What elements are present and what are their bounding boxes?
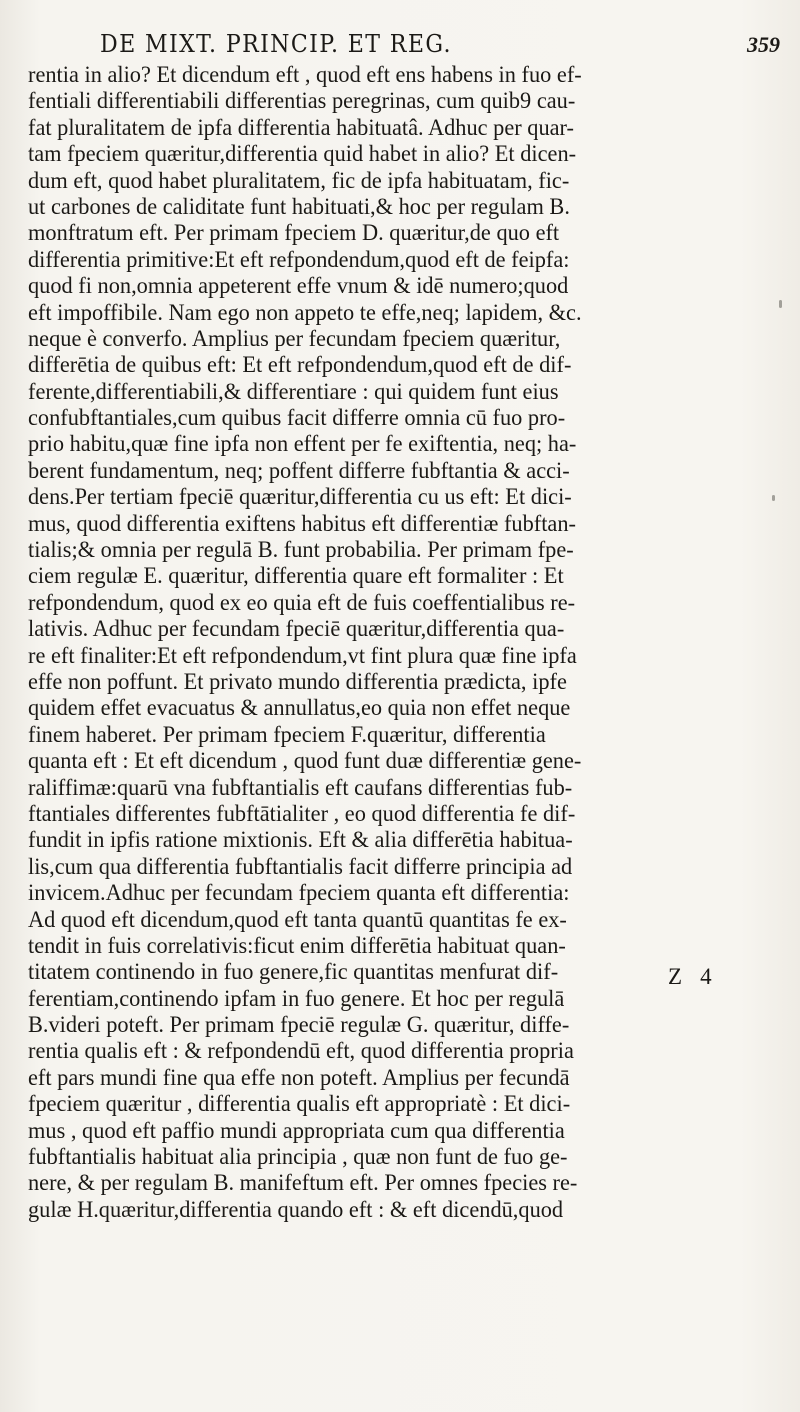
text-line: eft pars mundi fine qua effe non poteft. Amplius per fecundā: [28, 1064, 570, 1091]
text-line: rentia qualis eft : & refpondendū eft, quod differentia propria: [28, 1038, 574, 1065]
text-line: fundit in ipfis ratione mixtionis. Eft & alia differētia habitua-: [28, 827, 573, 854]
text-line: monftratum eft. Per primam fpeciem D. quæritur,de quo eft: [28, 220, 560, 247]
page-number: 359: [747, 32, 780, 57]
text-line: ciem regulæ E. quæritur, differentia quare eft formaliter : Et: [28, 563, 564, 590]
text-line: differētia de quibus eft: Et eft refpondendum,quod eft de dif-: [28, 352, 572, 379]
ink-speck: [772, 495, 775, 501]
signature-row: [668, 964, 768, 990]
text-line: dum eft, quod habet pluralitatem, fic de ipfa habituatam, fic-: [28, 167, 570, 194]
text-line: raliffimæ:quarū vna fubftantialis eft caufans differentias fub-: [28, 774, 573, 801]
catchword-mark: 4: [700, 964, 712, 989]
text-line: fubftantialis habituat alia principia , quæ non funt de fuo ge-: [28, 1144, 568, 1171]
text-line: quidem effet evacuatus & annullatus,eo quia non effet neque: [28, 695, 571, 722]
text-line: refpondendum, quod ex eo quia eft de fuis coeffentialibus re-: [28, 589, 576, 616]
text-line: nere, & per regulam B. manifeftum eft. Per omnes fpecies re-: [28, 1170, 578, 1197]
text-line: tam fpeciem quæritur,differentia quid habet in alio? Et dicen-: [28, 141, 577, 168]
text-line: quod fi non,omnia appeterent effe vnum & idē numero;quod: [28, 273, 569, 300]
text-line: differentia primitive:Et eft refpondendum,quod eft de feipfa:: [28, 246, 570, 273]
text-line: ferente,differentiabili,& differentiare : qui quidem funt eius: [28, 378, 559, 405]
text-line: ut carbones de caliditate funt habituati,& hoc per regulam B.: [28, 193, 570, 220]
text-line: fentiali differentiabili differentias peregrinas, cum quib9 cau-: [28, 88, 576, 115]
text-line: Ad quod eft dicendum,quod eft tanta quantū quantitas fe ex-: [28, 906, 567, 933]
text-line: invicem.Adhuc per fecundam fpeciem quanta eft differentia:: [28, 880, 570, 907]
text-line: lativis. Adhuc per fecundam fpeciē quæritur,differentia qua-: [28, 616, 565, 643]
text-line: dens.Per tertiam fpeciē quæritur,differentia cu us eft: Et dici-: [28, 484, 572, 511]
text-line: fat pluralitatem de ipfa differentia habituatâ. Adhuc per quar-: [28, 114, 575, 141]
body-text: [28, 62, 800, 1223]
text-line: berent fundamentum, neq; poffent differre fubftantia & acci-: [28, 457, 570, 484]
text-line: prio habitu,quæ fine ipfa non effent per fe exiftentia, neq; ha-: [28, 431, 577, 458]
signature-mark: Z: [668, 964, 683, 989]
text-line: re eft finaliter:Et eft refpondendum,vt fint plura quæ fine ipfa: [28, 642, 577, 669]
text-line: finem haberet. Per primam fpeciem F.quæritur, differentia: [28, 721, 546, 748]
text-line: titatem continendo in fuo genere,fic quantitas menfurat dif-: [28, 959, 559, 986]
running-head: DE MIXT. PRINCIP. ET REG.: [100, 30, 452, 58]
text-line: tialis;& omnia per regulā B. funt probabilia. Per primam fpe-: [28, 537, 574, 564]
text-line: confubftantiales,cum quibus facit differre omnia cū fuo pro-: [28, 405, 566, 432]
text-line: lis,cum qua differentia fubftantialis facit differre principia ad: [28, 853, 573, 880]
text-line: eft impoffibile. Nam ego non appeto te effe,neq; lapidem, &c.: [28, 299, 582, 326]
text-line: gulæ H.quæritur,differentia quando eft : & eft dicendū,quod: [28, 1196, 564, 1223]
text-line: effe non poffunt. Et privato mundo differentia prædicta, ipfe: [28, 668, 567, 695]
ink-speck: [779, 300, 782, 308]
text-line: tendit in fuis correlativis:ficut enim differētia habituat quan-: [28, 932, 566, 959]
text-line: mus, quod differentia exiftens habitus eft differentiæ fubftan-: [28, 510, 576, 537]
text-line: quanta eft : Et eft dicendum , quod funt duæ differentiæ gene-: [28, 748, 582, 775]
text-line: B.videri poteft. Per primam fpeciē regulæ G. quæritur, diffe-: [28, 1012, 570, 1039]
text-line: fpeciem quæritur , differentia qualis eft appropriatè : Et dici-: [28, 1091, 571, 1118]
page-header: [100, 30, 790, 64]
text-line: mus , quod eft paffio mundi appropriata cum qua differentia: [28, 1117, 565, 1144]
text-line: rentia in alio? Et dicendum eft , quod eft ens habens in fuo ef-: [28, 62, 582, 88]
text-line: neque è converfo. Amplius per fecundam fpeciem quæritur,: [28, 325, 561, 352]
text-line: ferentiam,continendo ipfam in fuo genere. Et hoc per regulā: [28, 985, 565, 1012]
text-line: ftantiales differentes fubftātialiter , eo quod differentia fe dif-: [28, 800, 576, 827]
